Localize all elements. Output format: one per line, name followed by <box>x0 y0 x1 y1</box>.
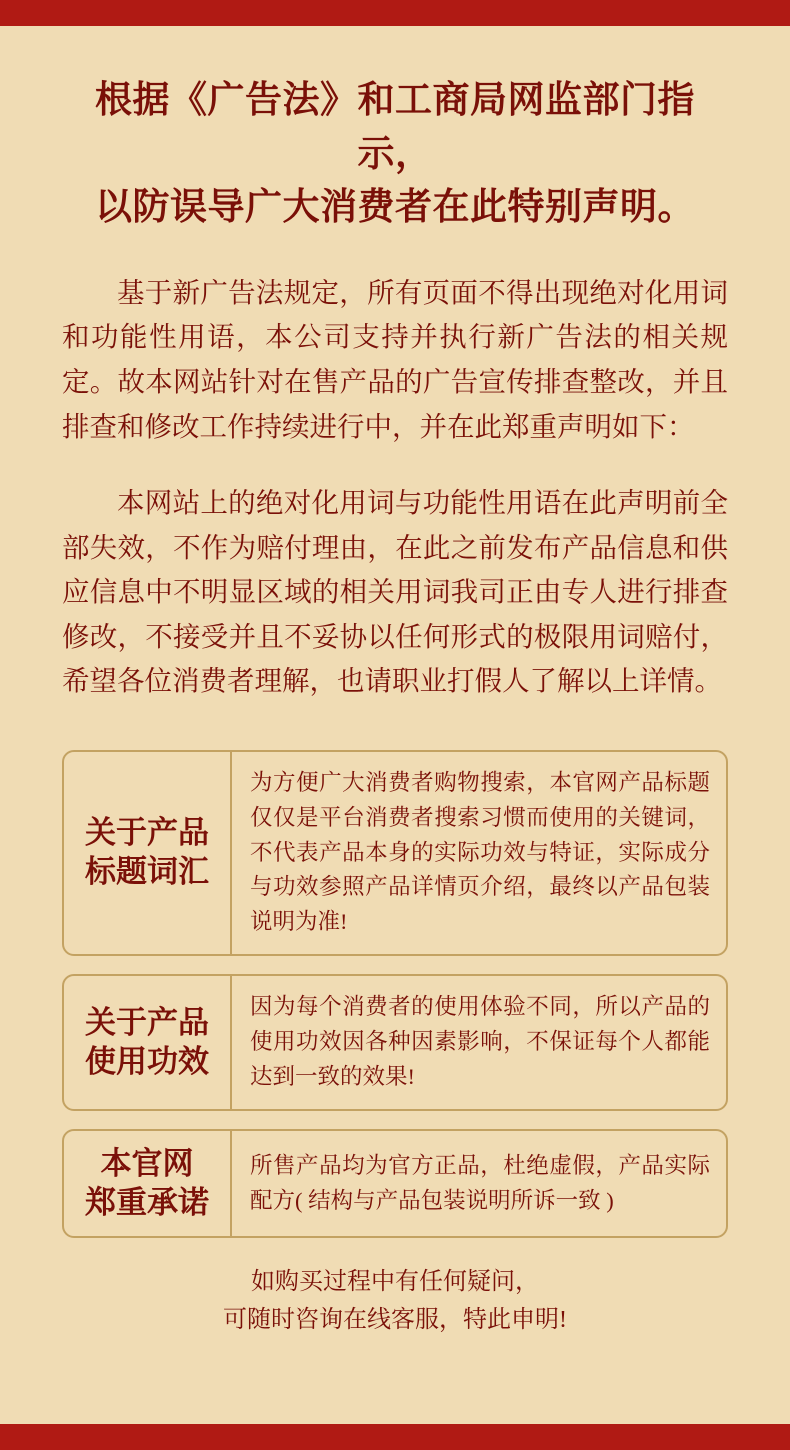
statement-content <box>0 26 790 1424</box>
top-decorative-bar <box>0 0 790 26</box>
footer-note-line-1: 如购买过程中有任何疑问， <box>251 1269 539 1296</box>
notice-card-product-effect <box>62 974 728 1111</box>
footer-note-line-2: 可随时咨询在线客服，特此申明! <box>223 1306 567 1333</box>
notice-card-text: 因为每个消费者的使用体验不同，所以产品的使用功效因各种因素影响，不保证每个人都能达到一致的效果! <box>250 994 710 1089</box>
notice-card-label-line-2: 标题词汇 <box>85 854 209 890</box>
notice-card-label-line-1: 关于产品 <box>85 1004 209 1040</box>
notice-card-text: 为方便广大消费者购物搜索，本官网产品标题仅仅是平台消费者搜索习惯而使用的关键词，不代表产品本身的实际功效与特证，实际成分与功效参照产品详情页介绍，最终以产品包装说明为准! <box>250 769 710 935</box>
statement-paragraph-2: 本网站上的绝对化用词与功能性用语在此声明前全部失效，不作为赔付理由，在此之前发布产品信息和供应信息中不明显区域的相关用词我司正由专人进行排查修改，不接受并且不妥协以任何形式的极限用词赔付，希望各位消费者理解，也请职业打假人了解以上详情。 <box>62 487 728 697</box>
notice-card-body <box>232 752 726 954</box>
notice-card-body <box>232 976 726 1109</box>
notice-card-official-promise <box>62 1129 728 1239</box>
notice-card-label-line-2: 郑重承诺 <box>85 1184 209 1220</box>
notice-card-label <box>64 976 232 1109</box>
notice-card-text: 所售产品均为官方正品，杜绝虚假，产品实际配方( 结构与产品包装说明所诉一致 ) <box>250 1152 710 1213</box>
page-title-line-2: 以防误导广大消费者在此特别声明。 <box>95 187 695 229</box>
bottom-decorative-bar <box>0 1424 790 1450</box>
notice-card-product-title <box>62 750 728 956</box>
notice-card-label-line-1: 本官网 <box>100 1145 194 1181</box>
notice-card-body <box>232 1131 726 1237</box>
page-title-line-1: 根据《广告法》和工商局网监部门指示， <box>95 80 695 175</box>
notice-card-label <box>64 1131 232 1237</box>
notice-card-list <box>62 750 728 1239</box>
footer-note <box>62 1264 728 1338</box>
statement-paragraph-1: 基于新广告法规定，所有页面不得出现绝对化用词和功能性用语，本公司支持并执行新广告法的相关规定。故本网站针对在售产品的广告宣传排查整改，并且排查和修改工作持续进行中，并在此郑重声明如下： <box>62 276 728 442</box>
notice-card-label-line-1: 关于产品 <box>85 815 209 851</box>
notice-card-label-line-2: 使用功效 <box>85 1043 209 1079</box>
page-title <box>62 26 728 235</box>
notice-card-label <box>64 752 232 954</box>
